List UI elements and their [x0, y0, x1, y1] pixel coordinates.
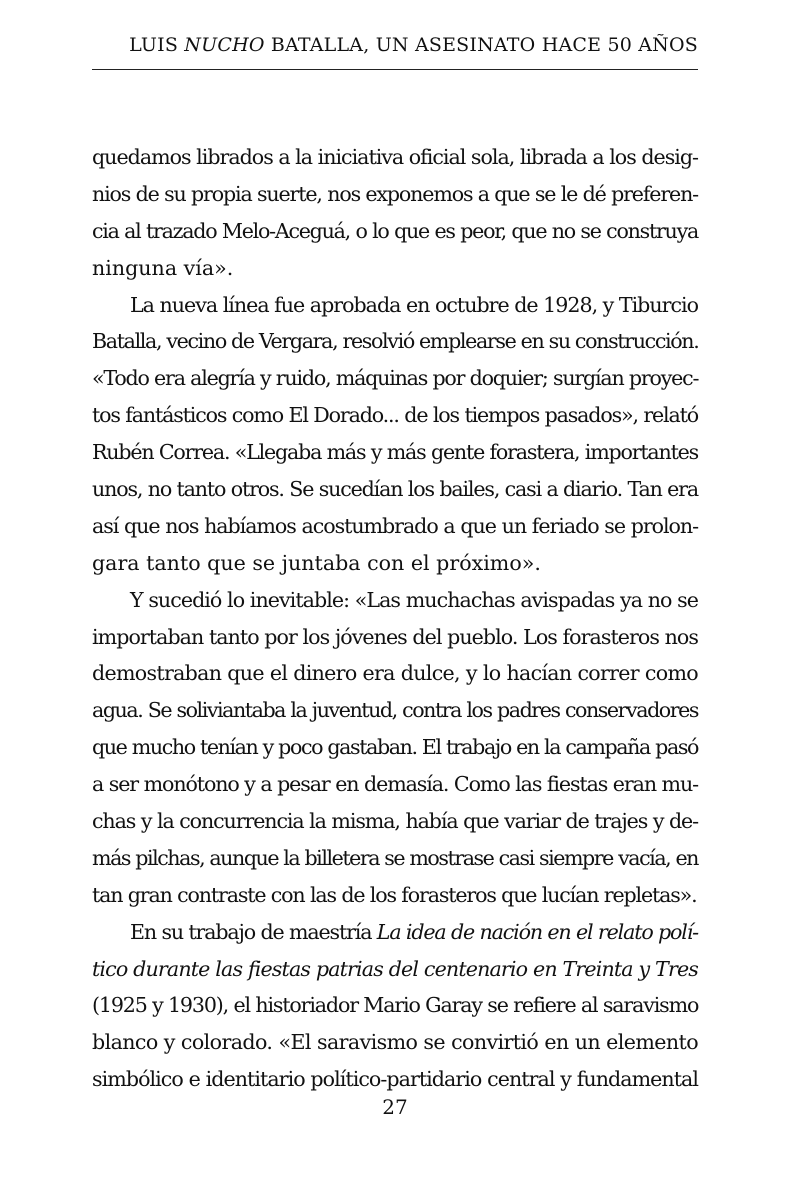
text-segment: Rubén Correa. «Llegaba más y más gente forastera, importantes [92, 440, 698, 465]
header-italic: NUCHO [184, 34, 265, 56]
text-segment: ninguna vía». [92, 255, 234, 280]
page-number: 27 [382, 1095, 408, 1119]
text-line [92, 987, 698, 1024]
text-line [92, 582, 698, 619]
text-line [92, 1061, 698, 1098]
text-segment: cia al trazado Melo-Aceguá, o lo que es peor, que no se construya [92, 218, 698, 243]
paragraph [92, 582, 698, 914]
text-line [92, 840, 698, 877]
italic-title-segment: tico durante las fiestas patrias del centenario en Treinta y Tres [92, 956, 698, 981]
book-page [92, 0, 698, 1185]
text-segment: más pilchas, aunque la billetera se mostrase casi siempre vacía, en [92, 845, 698, 870]
text-line [92, 287, 698, 324]
text-line [92, 619, 698, 656]
paragraph [92, 287, 698, 582]
paragraph [92, 914, 698, 1098]
text-line [92, 250, 698, 287]
header-pre: LUIS [129, 34, 185, 56]
text-segment: nios de su propia suerte, nos exponemos a que se le dé preferen- [92, 181, 698, 206]
text-segment: tan gran contraste con las de los forasteros que lucían repletas». [92, 882, 697, 907]
text-segment: blanco y colorado. «El saravismo se convirtió en un elemento [92, 1030, 698, 1055]
header-post: BATALLA, UN ASESINATO HACE 50 AÑOS [264, 34, 698, 56]
text-line [92, 655, 698, 692]
text-segment: así que nos habíamos acostumbrado a que un feriado se prolon- [92, 513, 698, 538]
text-segment: simbólico e identitario político-partidario central y fundamental [92, 1067, 698, 1092]
text-segment: «Todo era alegría y ruido, máquinas por doquier; surgían proyec- [92, 366, 699, 391]
paragraph [92, 139, 698, 287]
text-segment: a ser monótono y a pesar en demasía. Como las fiestas eran mu- [92, 772, 698, 797]
text-line [92, 803, 698, 840]
text-segment: La nueva línea fue aprobada en octubre de 1928, y Tiburcio [130, 292, 698, 317]
text-segment: Batalla, vecino de Vergara, resolvió emplearse en su construcción. [92, 329, 699, 354]
text-line [92, 914, 698, 951]
text-line [92, 1024, 698, 1061]
text-line [92, 692, 698, 729]
text-line [92, 397, 698, 434]
text-segment: gara tanto que se juntaba con el próximo». [92, 550, 541, 575]
text-segment: agua. Se soliviantaba la juventud, contra los padres conservadores [92, 698, 698, 723]
text-segment: demostraban que el dinero era dulce, y lo hacían correr como [92, 661, 698, 686]
text-segment: que mucho tenían y poco gastaban. El trabajo en la campaña pasó [92, 735, 698, 760]
text-segment: quedamos librados a la iniciativa oficial sola, librada a los desig- [92, 145, 698, 169]
text-line [92, 176, 698, 213]
text-line [92, 877, 698, 914]
text-line [92, 545, 698, 582]
text-line [92, 729, 698, 766]
text-segment: tos fantásticos como El Dorado... de los tiempos pasados», relató [92, 403, 698, 428]
text-segment: unos, no tanto otros. Se sucedían los bailes, casi a diario. Tan era [92, 477, 698, 502]
text-line [92, 213, 698, 250]
text-line [92, 951, 698, 988]
text-segment: En su trabajo de maestría [130, 919, 377, 944]
text-line [92, 766, 698, 803]
text-segment: Y sucedió lo inevitable: «Las muchachas avispadas ya no se [130, 587, 698, 612]
text-line [92, 323, 698, 360]
text-line [92, 508, 698, 545]
header-rule [92, 69, 698, 70]
running-header [92, 34, 698, 56]
text-segment: chas y la concurrencia la misma, había que variar de trajes y de- [92, 809, 698, 834]
italic-title-segment: La idea de nación en el relato polí- [376, 919, 698, 944]
text-segment: importaban tanto por los jóvenes del pueblo. Los forasteros nos [92, 624, 698, 649]
text-line [92, 360, 698, 397]
text-line [92, 471, 698, 508]
text-line [92, 139, 698, 176]
body-text [92, 139, 698, 1098]
text-line [92, 434, 698, 471]
text-segment: (1925 y 1930), el historiador Mario Garay se refiere al saravismo [92, 993, 699, 1018]
